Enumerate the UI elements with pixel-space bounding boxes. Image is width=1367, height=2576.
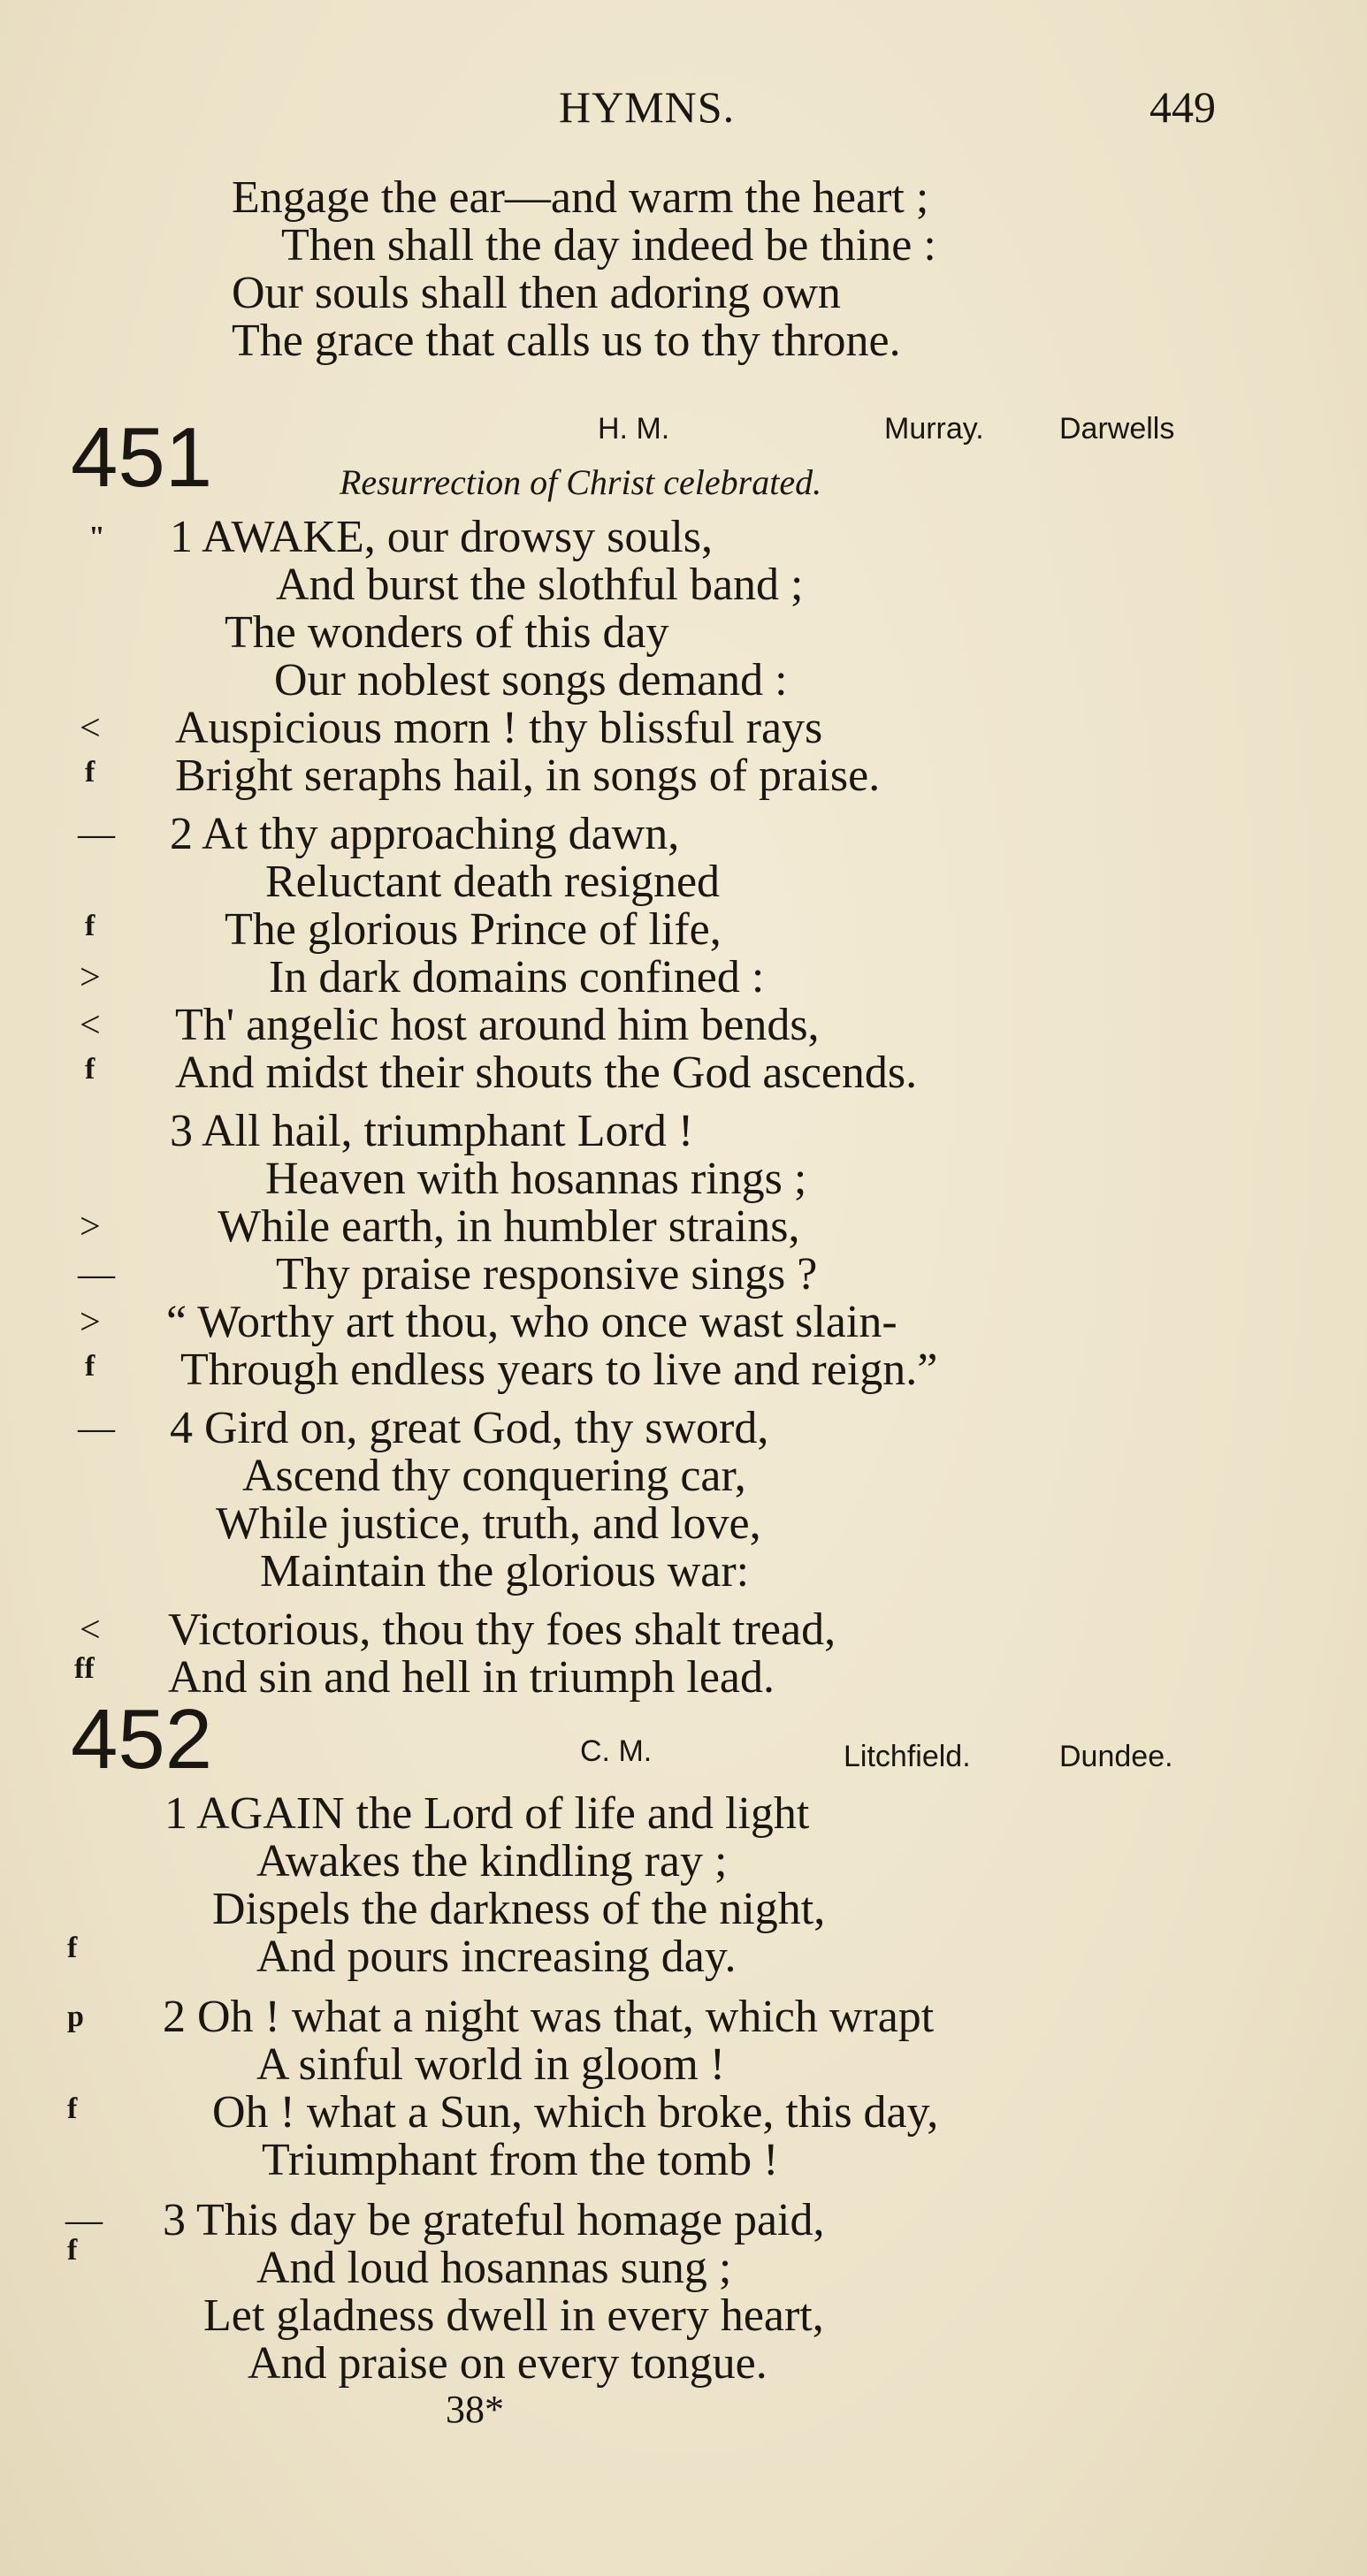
verse-line: While justice, truth, and love, xyxy=(216,1498,761,1549)
verse-line: Our noblest songs demand : xyxy=(274,655,788,705)
verse-line: Bright seraphs hail, in songs of praise. xyxy=(175,751,881,801)
dynamic-mark: f xyxy=(85,756,95,789)
verse-line: 1 AWAKE, our drowsy souls, xyxy=(170,512,714,562)
tune-name: Dundee. xyxy=(1059,1740,1173,1773)
dynamic-mark: ff xyxy=(74,1652,95,1685)
verse-line: Reluctant death resigned xyxy=(265,857,721,907)
tune-name: Litchfield. xyxy=(844,1740,971,1773)
dynamic-mark: f xyxy=(67,2234,78,2267)
verse-line: And loud hosannas sung ; xyxy=(256,2243,732,2293)
verse-line: 4 Gird on, great God, thy sword, xyxy=(170,1403,769,1453)
tune-name: Murray. xyxy=(884,412,984,446)
dynamic-mark: — xyxy=(78,1408,115,1449)
verse-line: And midst their shouts the God ascends. xyxy=(175,1048,918,1098)
dynamic-mark: > xyxy=(80,1302,101,1343)
verse-line: A sinful world in gloom ! xyxy=(256,2039,726,2090)
verse-line: 1 AGAIN the Lord of life and light xyxy=(164,1788,810,1839)
continuation-line: Our souls shall then adoring own xyxy=(232,268,841,318)
verse-line: Awakes the kindling ray ; xyxy=(256,1836,728,1886)
verse-line: 2 Oh ! what a night was that, which wrapt xyxy=(163,1992,935,2042)
verse-line: Thy praise responsive sings ? xyxy=(276,1249,818,1299)
page-number: 449 xyxy=(1149,82,1216,132)
dynamic-mark: f xyxy=(67,1932,78,1964)
continuation-line: Engage the ear—and warm the heart ; xyxy=(232,172,929,223)
hymn-title: Resurrection of Christ celebrated. xyxy=(340,462,822,502)
dynamic-mark: > xyxy=(80,957,101,998)
dynamic-mark: f xyxy=(85,910,95,942)
verse-line: Maintain the glorious war: xyxy=(260,1546,750,1597)
verse-line: 3 All hail, triumphant Lord ! xyxy=(170,1106,694,1156)
dynamic-mark: — xyxy=(78,1254,115,1295)
tune-name: Darwells xyxy=(1059,412,1175,446)
running-head: HYMNS. xyxy=(559,82,736,132)
hymn-meter: H. M. xyxy=(598,412,670,446)
verse-line: And burst the slothful band ; xyxy=(276,560,804,610)
verse-line: 3 This day be grateful homage paid, xyxy=(163,2195,825,2245)
hymn-meter: C. M. xyxy=(580,1734,653,1768)
verse-line: The wonders of this day xyxy=(225,607,669,658)
verse-line: “ Worthy art thou, who once wast slain- xyxy=(166,1297,897,1347)
verse-line: Dispels the darkness of the night, xyxy=(212,1884,826,1934)
verse-line: Heaven with hosannas rings ; xyxy=(265,1154,807,1204)
dynamic-mark: p xyxy=(67,2001,84,2033)
dynamic-mark: — xyxy=(78,814,115,855)
dynamic-mark: f xyxy=(85,1350,95,1383)
dynamic-mark: < xyxy=(80,708,101,749)
verse-line: And pours increasing day. xyxy=(256,1932,737,1982)
verse-line: Triumphant from the tomb ! xyxy=(262,2135,779,2185)
verse-line: Ascend thy conquering car, xyxy=(242,1451,746,1501)
verse-line: Let gladness dwell in every heart, xyxy=(203,2290,824,2341)
verse-line: Oh ! what a Sun, which broke, this day, xyxy=(212,2087,939,2138)
hymn-number: 452 xyxy=(71,1692,213,1787)
verse-line: In dark domains confined : xyxy=(269,952,765,1002)
verse-line: And sin and hell in triumph lead. xyxy=(168,1652,775,1703)
verse-line: And praise on every tongue. xyxy=(248,2338,768,2389)
verse-line: While earth, in humbler strains, xyxy=(218,1201,800,1252)
verse-line: The glorious Prince of life, xyxy=(225,904,722,955)
dynamic-mark: f xyxy=(85,1053,95,1086)
dynamic-mark: — xyxy=(65,2200,103,2241)
hymn-number: 451 xyxy=(71,410,213,505)
verse-line: 2 At thy approaching dawn, xyxy=(170,809,680,859)
continuation-line: Then shall the day indeed be thine : xyxy=(281,220,936,271)
dynamic-mark: < xyxy=(80,1005,101,1046)
verse-line: Through endless years to live and reign.” xyxy=(180,1345,938,1395)
dynamic-mark: < xyxy=(80,1610,101,1650)
dynamic-mark: f xyxy=(67,2092,78,2125)
verse-line: Victorious, thou thy foes shalt tread, xyxy=(168,1604,836,1655)
dynamic-mark: " xyxy=(88,521,105,553)
dynamic-mark: > xyxy=(80,1207,101,1247)
signature-mark: 38* xyxy=(446,2388,504,2431)
verse-line: Auspicious morn ! thy blissful rays xyxy=(175,703,823,753)
verse-line: Th' angelic host around him bends, xyxy=(175,1000,820,1050)
continuation-line: The grace that calls us to thy throne. xyxy=(232,316,901,366)
